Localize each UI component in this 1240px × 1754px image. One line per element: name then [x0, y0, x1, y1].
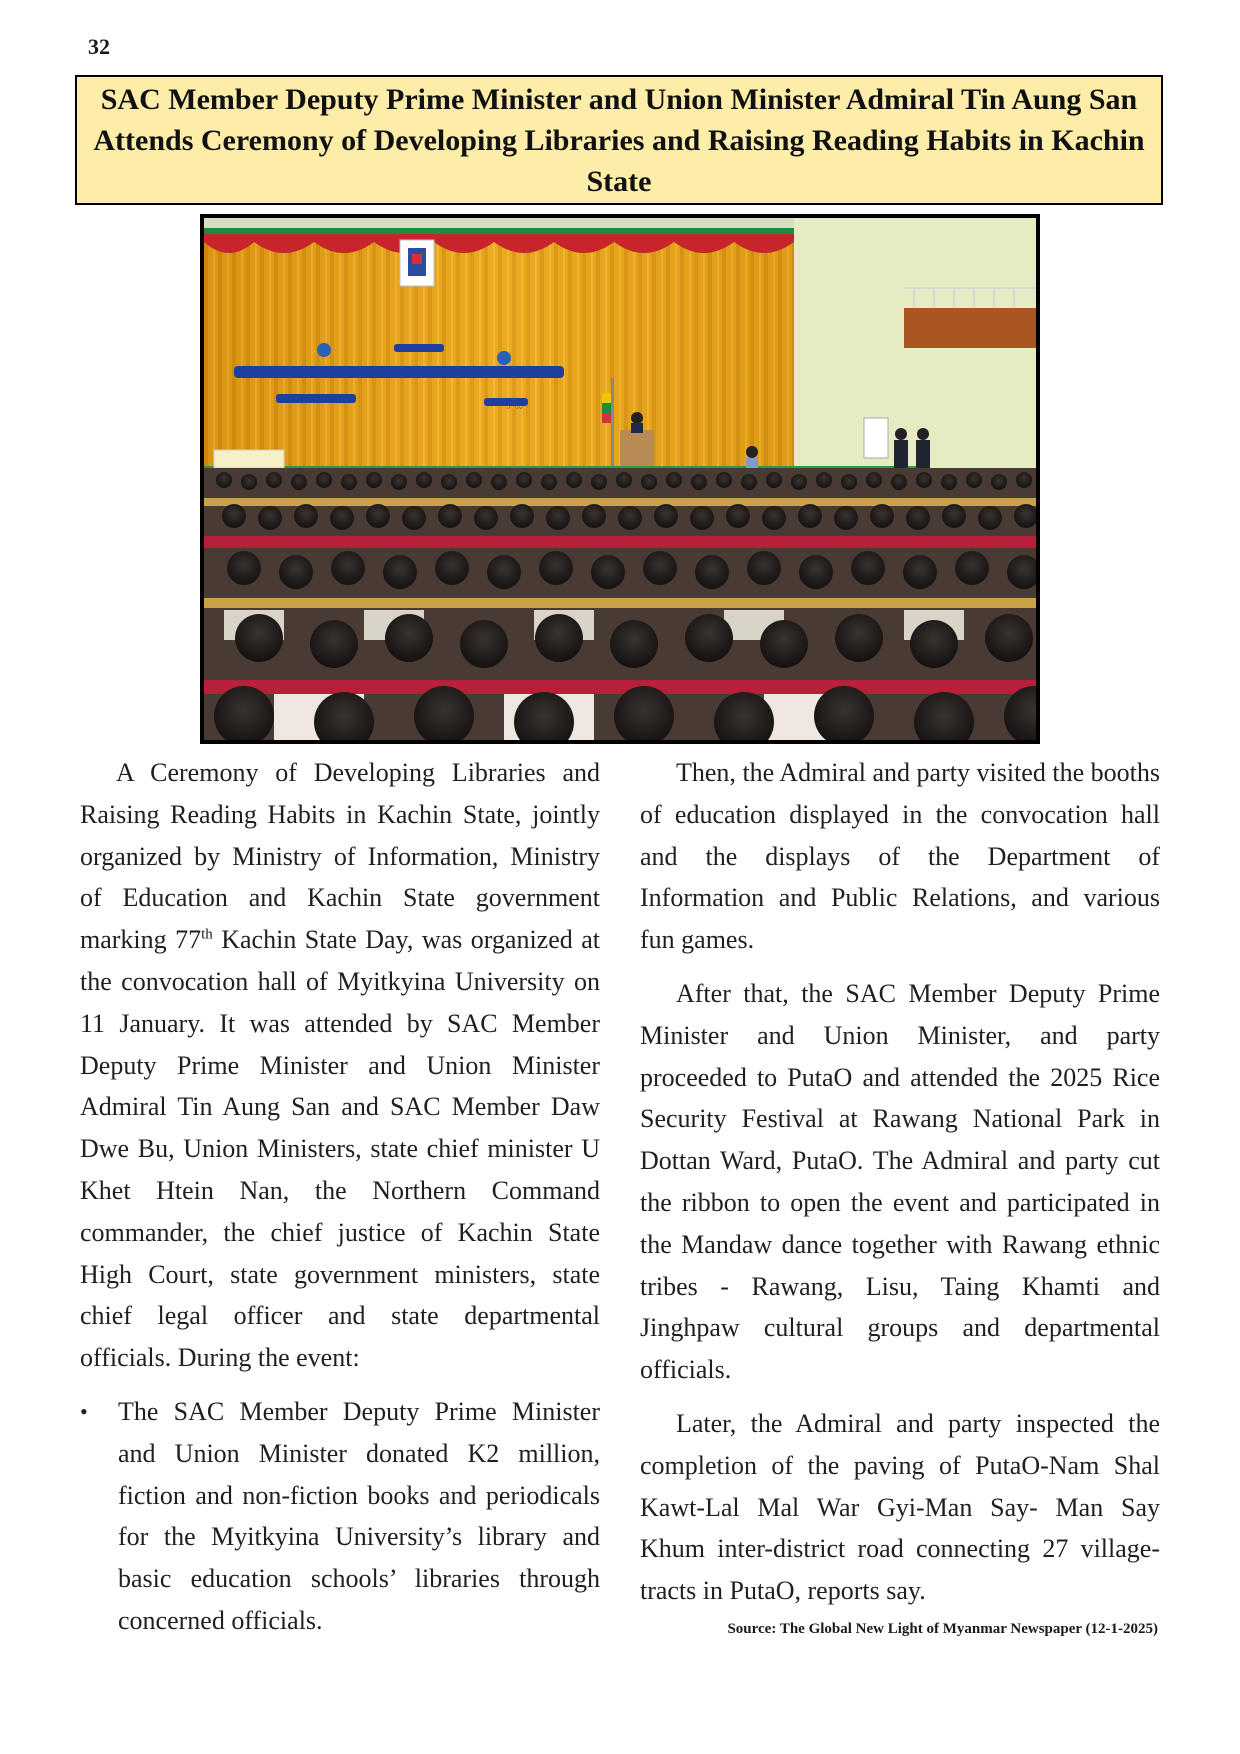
left-column [80, 752, 600, 1642]
banner-date: ၁၁-၁-၂၀၂၅ [487, 398, 524, 407]
bullet-text: The SAC Member Deputy Prime Minister and Union Minister donated K2 million, fiction and non-fiction books and periodicals for the Myitkyina University’s library and basic education schools’ libraries through concerned officials. [118, 1396, 600, 1635]
body-paragraph-4: Later, the Admiral and party inspected the completion of the paving of PutaO-Nam Shal Kawt-Lal Mal War Gyi-Man Say- Man Say Khum inter-district road connecting 27 village-tracts in PutaO, reports say. [640, 1408, 1160, 1606]
bullet-item [80, 1391, 600, 1642]
balcony [904, 308, 1036, 348]
article-title-box [75, 75, 1163, 205]
article-title: SAC Member Deputy Prime Minister and Union Minister Admiral Tin Aung San Attends Ceremony of Developing Libraries and Raising Reading Habits in Kachin State [93, 82, 1145, 198]
right-column [640, 752, 1160, 1624]
source-credit: Source: The Global New Light of Myanmar Newspaper (12-1-2025) [727, 1621, 1158, 1637]
body-paragraph-1: A Ceremony of Developing Libraries and Raising Reading Habits in Kachin State, jointly organized by Ministry of Information, Ministry of Education and Kachin State government marking 77th Kachin State Day, was organized at the convocation hall of Myitkyina University on 11 January. It was attended by SAC Member Deputy Prime Minister and Union Minister Admiral Tin Aung San and SAC Member Daw Dwe Bu, Union Ministers, state chief minister U Khet Htein Nan, the Northern Command commander, the chief justice of Kachin State High Court, state government ministers, state chief legal officer and state departmental officials. During the event: [80, 758, 600, 1373]
body-paragraph-2: Then, the Admiral and party visited the booths of education displayed in the convocation hall and the displays of the Department of Information and Public Relations, and various fun games. [640, 758, 1160, 955]
bullet-symbol: • [80, 1398, 88, 1424]
podium [620, 430, 654, 468]
ceremony-photo [200, 214, 1040, 744]
body-paragraph-3: After that, the SAC Member Deputy Prime Minister and Union Minister, and party proceeded to PutaO and attended the 2025 Rice Security Festival at Rawang National Park in Dottan Ward, PutaO. The Admiral and party cut the ribbon to open the event and participated in the Mandaw dance together with Rawang ethnic tribes - Rawang, Lisu, Taing Khamti and Jinghpaw cultural groups and departmental officials. [640, 978, 1160, 1385]
ceremony-photo-illustration [204, 218, 1036, 740]
page-number: 32 [88, 34, 110, 59]
